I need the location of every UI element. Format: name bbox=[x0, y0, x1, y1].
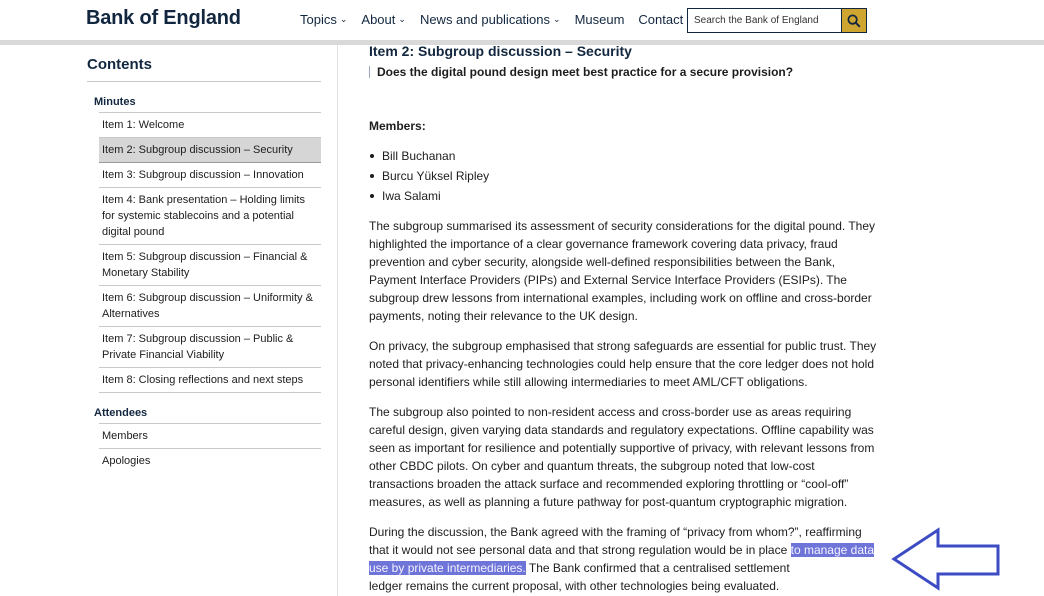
text-highlight: use by private intermediaries. bbox=[369, 561, 526, 575]
text-highlight: to manage data bbox=[790, 543, 875, 557]
chevron-down-icon: ⌄ bbox=[553, 14, 561, 24]
minutes-list bbox=[99, 112, 321, 393]
nav-label: News and publications bbox=[419, 12, 551, 27]
nav-label: Topics bbox=[300, 12, 337, 27]
paragraph-text: During the discussion, the Bank agreed with the framing of “privacy from whom?”, reaffirming that it would not see personal data and that strong regulation would be in place bbox=[369, 525, 862, 557]
paragraph: On privacy, the subgroup emphasised that strong safeguards are essential for public trust. They noted that privacy-enhancing technologies could help ensure that the core ledger does not hold personal identifiers while still allowing intermediaries to meet AML/CFT obligations. bbox=[369, 339, 877, 389]
search-icon bbox=[847, 14, 861, 28]
nav-label: Contact bbox=[638, 12, 684, 27]
list-item: Bill Buchanan bbox=[369, 146, 879, 166]
nav-contact[interactable] bbox=[638, 12, 683, 27]
brand-logo[interactable]: Bank of England bbox=[86, 7, 241, 29]
paragraph-highlighted bbox=[369, 523, 879, 595]
sidebar-item-apologies[interactable]: Apologies bbox=[102, 455, 151, 467]
sidebar-item-members[interactable]: Members bbox=[99, 424, 321, 449]
nav-about[interactable] bbox=[361, 12, 406, 27]
attendees-heading: Attendees bbox=[94, 407, 148, 419]
column-divider bbox=[337, 45, 338, 596]
sidebar-item-6[interactable]: Item 6: Subgroup discussion – Uniformity & Alternatives bbox=[99, 286, 321, 327]
nav-label: About bbox=[361, 12, 396, 27]
left-arrow-icon bbox=[890, 526, 1002, 592]
paragraph-text: The Bank confirmed that a centralised settlement bbox=[525, 561, 790, 575]
contents-sidebar bbox=[87, 50, 321, 473]
sidebar-item-8[interactable]: Item 8: Closing reflections and next steps bbox=[99, 368, 321, 393]
members-list bbox=[369, 146, 879, 206]
minutes-heading: Minutes bbox=[94, 96, 136, 108]
search-input[interactable] bbox=[687, 8, 842, 33]
sidebar-item-2-active[interactable]: Item 2: Subgroup discussion – Security bbox=[99, 138, 321, 163]
nav-news-and-publications[interactable] bbox=[420, 12, 561, 27]
sidebar-item-4[interactable]: Item 4: Bank presentation – Holding limits for systemic stablecoins and a potential digital pound bbox=[99, 188, 321, 245]
item-heading: Item 2: Subgroup discussion – Security bbox=[369, 43, 632, 59]
paragraph-text: ledger remains the current proposal, with other technologies being evaluated. bbox=[369, 579, 780, 593]
list-item: Burcu Yüksel Ripley bbox=[369, 166, 879, 186]
search-button[interactable] bbox=[841, 8, 867, 33]
paragraph: The subgroup also pointed to non-resident access and cross-border use as areas requiring careful design, given varying data standards and regulatory expectations. Offline capability was seen as important for resilience and potentially supportive of privacy, with relevant lessons from other CBDC pilots. On cyber and quantum threats, the subgroup noted that low-cost transactions broaden the attack surface and recommended exploring throttling or “cool-off” measures, as well as planning a future pathway for post-quantum cryptographic migration. bbox=[369, 405, 875, 509]
members-heading: Members: bbox=[369, 119, 426, 133]
chevron-down-icon: ⌄ bbox=[398, 14, 406, 24]
sidebar-item-7[interactable]: Item 7: Subgroup discussion – Public & Private Financial Viability bbox=[99, 327, 321, 368]
sidebar-item-1[interactable]: Item 1: Welcome bbox=[99, 113, 321, 138]
nav-topics[interactable] bbox=[300, 12, 347, 27]
attendees-list bbox=[99, 423, 321, 473]
main-nav bbox=[300, 12, 697, 27]
paragraph: The subgroup summarised its assessment of security considerations for the digital pound. They highlighted the importance of a clear governance framework covering data privacy, fraud prevention and cyber security, alongside well-defined responsibilities between the Bank, Payment Interface Providers (PIPs) and External Service Interface Providers (ESIPs). The subgroup drew lessons from international examples, including work on offline and cross-border payments, noting their relevance to the UK design. bbox=[369, 219, 876, 323]
list-item: Iwa Salami bbox=[369, 186, 879, 206]
item-question: Does the digital pound design meet best practice for a secure provision? bbox=[369, 64, 879, 80]
chevron-down-icon: ⌄ bbox=[339, 14, 348, 24]
nav-museum[interactable] bbox=[575, 12, 625, 27]
site-header bbox=[0, 0, 1044, 40]
sidebar-item-3[interactable]: Item 3: Subgroup discussion – Innovation bbox=[99, 163, 321, 188]
main-content bbox=[369, 42, 879, 595]
search-box bbox=[687, 8, 867, 33]
contents-title: Contents bbox=[87, 50, 321, 82]
sidebar-item-5[interactable]: Item 5: Subgroup discussion – Financial & Monetary Stability bbox=[99, 245, 321, 286]
nav-label: Museum bbox=[574, 12, 625, 27]
